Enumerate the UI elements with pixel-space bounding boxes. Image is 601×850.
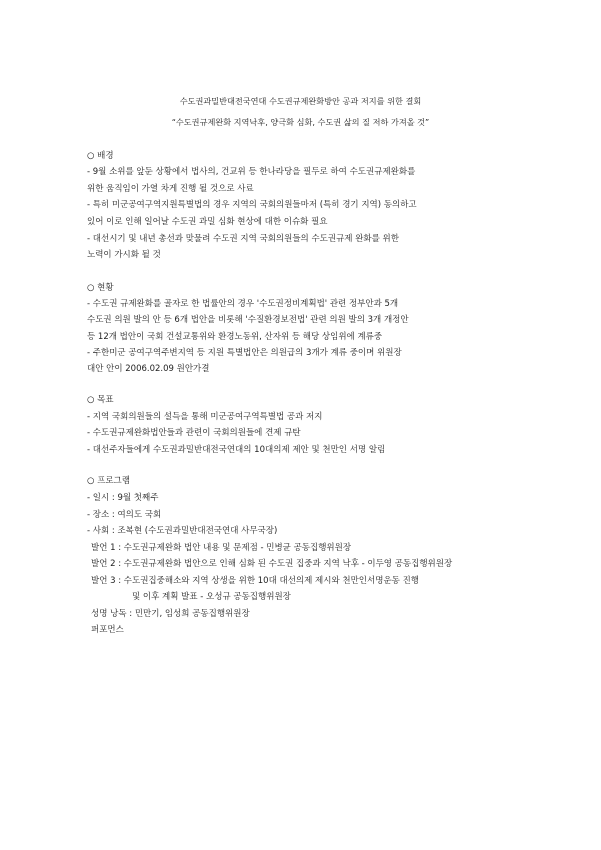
goals-line-1: - 지역 국회의원들의 설득을 통해 미군공여구역특별법 공과 저지: [87, 412, 323, 422]
document-subtitle: “수도권규제완화 지역낙후, 양극화 심화, 수도권 삶의 질 저하 가져올 것”: [171, 117, 430, 127]
status-line-4: - 주한미군 공여구역주변지역 등 지원 특별법안은 의원급의 3개가 계류 중이며 위원장: [87, 348, 402, 358]
goals-line-3: - 대선주자들에게 수도권과밀반대전국연대의 10대의제 제안 및 천만인 서명 알림: [87, 445, 386, 455]
program-date: - 일시 : 9월 첫째주: [87, 493, 159, 503]
section-heading-background: ○ 배경: [87, 151, 114, 161]
program-speech-2: 발언 2 : 수도권규제완화 법안으로 인해 심화 된 수도권 집중과 지역 낙후 - 이두영 공동집행위원장: [91, 559, 453, 569]
section-heading-program: ○ 프로그램: [87, 476, 130, 486]
background-line-3: - 특히 미군공여구역지원특별법의 경우 지역의 국회의원들마저 (특히 경기 지역) 동의하고: [87, 200, 417, 210]
program-speech-1: 발언 1 : 수도권규제완화 법안 내용 및 문제점 - 민병균 공동집행위원장: [91, 543, 352, 553]
goals-line-2: - 수도권규제완화법안들과 관련이 국회의원들에 견제 규탄: [87, 428, 301, 438]
section-heading-status: ○ 현황: [87, 283, 114, 293]
background-line-5: - 대선시기 및 내년 총선과 맞물려 수도권 지역 국회의원들의 수도권규제 완화를 위한: [87, 234, 399, 244]
background-line-6: 노력이 가시화 될 것: [87, 250, 161, 260]
status-line-2: 수도권 의원 발의 안 등 6개 법안을 비롯해 '수질환경보전법' 관련 의원 발의 3개 개정안: [87, 315, 409, 325]
background-line-2: 위한 움직임이 가열 차게 진행 될 것으로 사료: [87, 184, 254, 194]
status-line-3: 등 12개 법안이 국회 건설교통위와 환경노동위, 산자위 등 해당 상임위에 계류중: [87, 332, 383, 342]
status-line-1: - 수도권 규제완화를 골자로 한 법률안의 경우 '수도권정비계획법' 관련 정부안과 5개: [87, 299, 399, 309]
program-speech-3-cont: 및 이후 계획 발표 - 오성규 공동집행위원장: [132, 592, 291, 602]
program-statement: 성명 낭독 : 민만기, 임성희 공동집행위원장: [91, 609, 250, 619]
program-speech-3: 발언 3 : 수도권집중해소와 지역 상생을 위한 10대 대선의제 제시와 천만인서명운동 진행: [91, 576, 419, 586]
background-line-4: 있어 이로 인해 일어날 수도권 과밀 심화 현상에 대한 이슈화 필요: [87, 217, 328, 227]
section-heading-goals: ○ 목표: [87, 395, 114, 405]
program-host: - 사회 : 조복현 (수도권과밀반대전국연대 사무국장): [87, 526, 278, 536]
document-title: 수도권과밀반대전국연대 수도권규제완화방안 공과 저지를 위한 결회: [179, 96, 422, 106]
background-line-1: - 9월 소위를 앞둔 상황에서 법사의, 건교위 등 한나라당을 필두로 하여 수도권규제완화를: [87, 167, 416, 177]
status-line-5: 대안 안이 2006.02.09 원안가결: [87, 364, 210, 374]
program-place: - 장소 : 여의도 국회: [87, 510, 162, 520]
program-performance: 퍼포먼스: [91, 625, 124, 635]
